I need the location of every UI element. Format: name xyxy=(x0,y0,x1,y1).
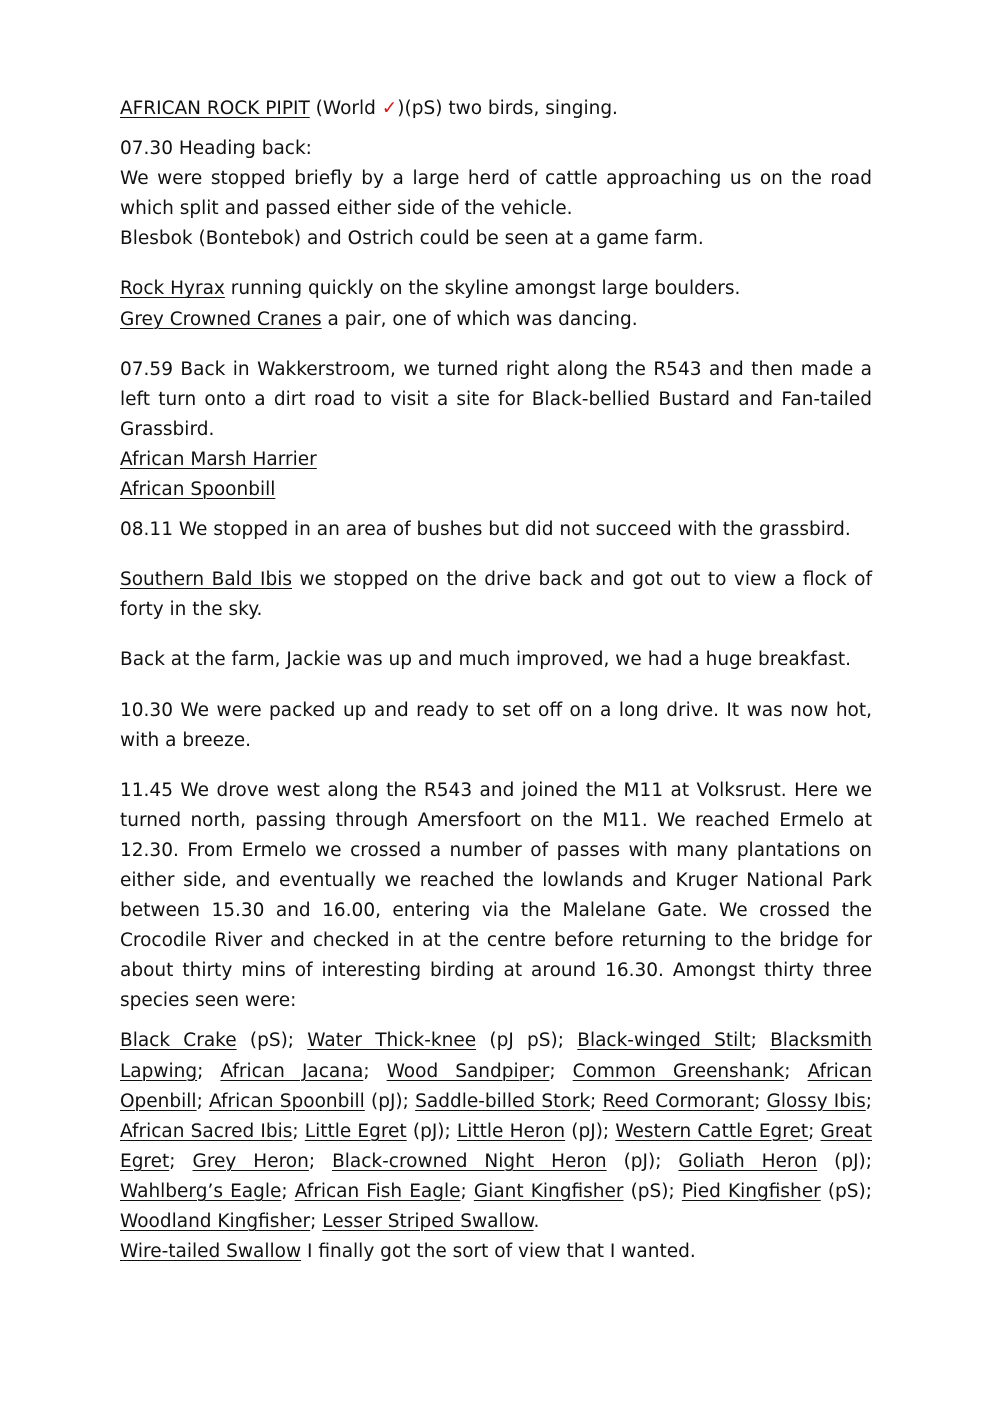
paragraph-heading-back xyxy=(120,134,872,254)
species-note: (pS) xyxy=(236,1030,288,1052)
species-name: Pied Kingfisher xyxy=(681,1180,821,1202)
species-name: Goliath Heron xyxy=(678,1150,818,1172)
separator: ; xyxy=(865,1090,872,1112)
species-name: Little Heron xyxy=(456,1120,566,1142)
species-note: (pS) xyxy=(820,1180,866,1202)
species-name: African Sacred Ibis xyxy=(120,1120,293,1142)
sighting-line xyxy=(120,274,872,304)
text: running quickly on the skyline amongst large boulders. xyxy=(224,278,741,300)
species-name: Wahlberg’s Eagle xyxy=(120,1180,282,1202)
separator: ; xyxy=(590,1090,603,1112)
species-name: Blacksmith Lapwing xyxy=(120,1030,872,1082)
species-name: Water Thick-knee xyxy=(307,1030,477,1052)
species-name: Great Egret xyxy=(120,1120,873,1172)
separator: ; xyxy=(865,1150,872,1172)
separator: ; xyxy=(169,1150,193,1172)
species-name: Giant Kingfisher xyxy=(473,1180,624,1202)
text: a pair, one of which was dancing. xyxy=(321,308,638,330)
final-line xyxy=(120,1237,872,1267)
species-name: Wire-tailed Swallow xyxy=(120,1241,302,1263)
text: (World xyxy=(309,98,382,119)
separator: . xyxy=(533,1211,540,1232)
separator: ; xyxy=(668,1180,682,1202)
species-list xyxy=(120,1026,872,1237)
species-name: Glossy Ibis xyxy=(766,1090,866,1112)
sighting-line xyxy=(120,475,872,505)
separator: ; xyxy=(292,1120,305,1142)
separator: ; xyxy=(363,1060,387,1082)
text: We were stopped briefly by a large herd of cattle approaching us on the road which split and passed either side of the vehicle. xyxy=(120,168,872,220)
species-name: African Jacana xyxy=(220,1060,364,1082)
paragraph-rock-pipit xyxy=(120,94,872,124)
separator: ; xyxy=(196,1090,210,1112)
species-name: Rock Hyrax xyxy=(120,278,225,300)
species-name: African Spoonbill xyxy=(209,1090,365,1112)
species-name: Lesser Striped Swallow xyxy=(322,1211,534,1232)
separator: ; xyxy=(557,1030,578,1052)
species-note: (pJ) xyxy=(364,1090,403,1112)
separator: ; xyxy=(460,1180,474,1202)
paragraph-packed-up: 10.30 We were packed up and ready to set off on a long drive. It was now hot, with a breeze. xyxy=(120,699,872,751)
species-name: Grey Heron xyxy=(192,1150,309,1172)
paragraph-drive-kruger: 11.45 We drove west along the R543 and joined the M11 at Volksrust. Here we turned north, passing through Amersfoort on the M11. We reached Ermelo at 12.30. From Ermelo we crossed a number of passes with many plantations on either side, and eventually we reached the lowlands and Kruger National Park between 15.30 and 16.00, entering via the Malelane Gate. We crossed the Crocodile River and checked in at the centre before returning to the bridge for about thirty mins of interesting birding at around 16.30. Amongst thirty three species seen were: xyxy=(120,779,872,1012)
paragraph-breakfast: Back at the farm, Jackie was up and much improved, we had a huge breakfast. xyxy=(120,649,852,671)
time-heading: 07.30 Heading back: xyxy=(120,138,312,160)
sighting-line xyxy=(120,305,872,335)
species-name: Reed Cormorant xyxy=(602,1090,755,1112)
paragraph-hyrax-cranes xyxy=(120,274,872,334)
species-name: African Marsh Harrier xyxy=(120,448,317,470)
species-note: (pJ) xyxy=(606,1150,656,1172)
separator: ; xyxy=(750,1030,771,1052)
species-name: Western Cattle Egret xyxy=(615,1120,809,1142)
separator: ; xyxy=(784,1060,808,1082)
text: we stopped on the drive back and got out to view a flock of forty in the sky. xyxy=(120,569,873,621)
separator: ; xyxy=(549,1060,573,1082)
separator: ; xyxy=(281,1180,295,1202)
species-name: AFRICAN ROCK PIPIT xyxy=(120,98,310,119)
paragraph-bushes: 08.11 We stopped in an area of bushes but did not succeed with the grassbird. xyxy=(120,519,851,541)
document-page xyxy=(120,94,872,1267)
species-name: Wood Sandpiper xyxy=(386,1060,550,1082)
species-name: Little Egret xyxy=(304,1120,407,1142)
text: Blesbok (Bontebok) and Ostrich could be seen at a game farm. xyxy=(120,228,704,250)
species-name: Southern Bald Ibis xyxy=(120,569,293,591)
separator: ; xyxy=(865,1180,872,1202)
species-name: African Fish Eagle xyxy=(294,1180,461,1202)
paragraph-bald-ibis xyxy=(120,565,872,625)
text: I finally got the sort of view that I wanted. xyxy=(301,1241,696,1263)
species-note: (pS) xyxy=(623,1180,669,1202)
species-name: Black-crowned Night Heron xyxy=(332,1150,607,1172)
separator: ; xyxy=(287,1030,308,1052)
checkmark-icon: ✓ xyxy=(381,98,398,119)
species-name: Woodland Kingfisher xyxy=(120,1211,311,1232)
species-note: (pJ pS) xyxy=(476,1030,558,1052)
species-name: Saddle-billed Stork xyxy=(415,1090,591,1112)
species-name: African Openbill xyxy=(120,1060,872,1112)
species-name: Common Greenshank xyxy=(572,1060,785,1082)
separator: ; xyxy=(444,1120,457,1142)
text: )(pS) two birds, singing. xyxy=(397,98,618,119)
separator: ; xyxy=(808,1120,821,1142)
sighting-line xyxy=(120,445,872,475)
species-note: (pJ) xyxy=(565,1120,603,1142)
species-note: (pJ) xyxy=(817,1150,866,1172)
paragraph-wakkerstroom xyxy=(120,355,872,505)
separator: ; xyxy=(754,1090,767,1112)
separator: ; xyxy=(402,1090,416,1112)
species-name: Black-winged Stilt xyxy=(577,1030,751,1052)
separator: ; xyxy=(602,1120,616,1142)
text: 07.59 Back in Wakkerstroom, we turned right along the R543 and then made a left turn onto a dirt road to visit a site for Black-bellied Bustard and Fan-tailed Grassbird. xyxy=(120,358,872,440)
separator: ; xyxy=(310,1211,323,1232)
species-name: Grey Crowned Cranes xyxy=(120,308,322,330)
species-name: Black Crake xyxy=(120,1030,237,1052)
species-name: African Spoonbill xyxy=(120,479,276,501)
species-note: (pJ) xyxy=(406,1120,445,1142)
separator: ; xyxy=(655,1150,679,1172)
separator: ; xyxy=(197,1060,221,1082)
separator: ; xyxy=(308,1150,333,1172)
